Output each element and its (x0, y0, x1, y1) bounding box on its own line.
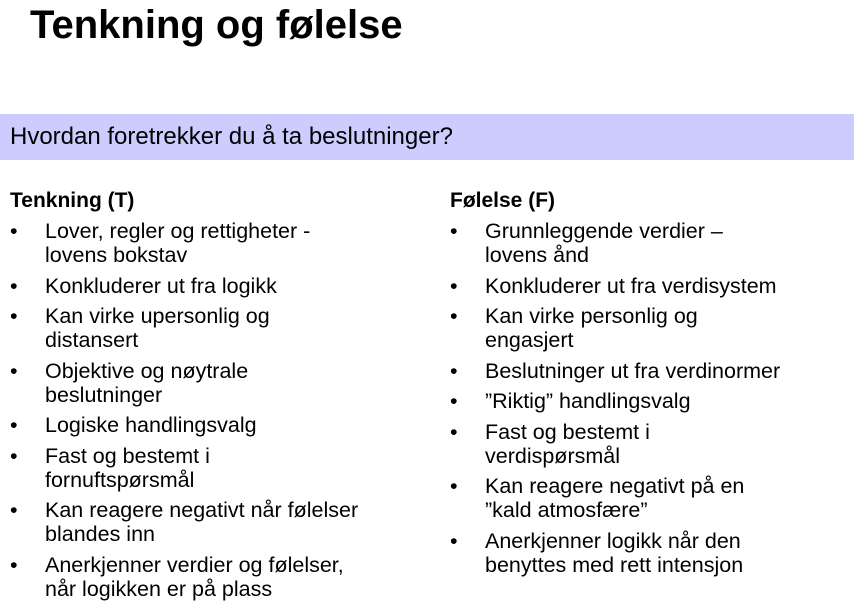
list-item (10, 274, 430, 298)
bullet-icon: • (10, 498, 18, 522)
list-item-text: Beslutninger ut fra verdinormer (485, 358, 781, 383)
question-banner (0, 114, 854, 160)
bullet-icon: • (450, 528, 458, 553)
list-item-text: Fast og bestemt i verdispørsmål (485, 419, 650, 468)
bullet-icon: • (10, 443, 18, 468)
thinking-list (10, 219, 430, 601)
list-item (450, 359, 850, 383)
bullet-icon: • (10, 552, 18, 577)
list-item-text: Logiske handlingsvalg (45, 413, 257, 437)
list-item (10, 219, 430, 267)
feeling-column (450, 189, 850, 577)
list-item-text: Lover, regler og rettigheter - lovens bokstav (45, 219, 311, 267)
list-item (450, 389, 850, 413)
bullet-icon: • (450, 389, 458, 413)
list-item-text: Kan reagere negativt på en ”kald atmosfære” (485, 474, 745, 522)
bullet-icon: • (10, 219, 18, 243)
list-item (10, 359, 430, 407)
bullet-icon: • (450, 304, 458, 328)
bullet-icon: • (450, 474, 458, 498)
list-item-text: Konkluderer ut fra logikk (45, 273, 277, 298)
list-item (10, 413, 430, 437)
list-item (450, 304, 850, 352)
bullet-icon: • (450, 358, 458, 383)
list-item-text: Kan virke personlig og engasjert (485, 304, 698, 352)
list-item (450, 219, 850, 267)
feeling-heading: Følelse (F) (450, 189, 556, 212)
bullet-icon: • (10, 304, 18, 328)
list-item (450, 274, 850, 298)
list-item-text: Anerkjenner verdier og følelser, når logikken er på plass (45, 552, 344, 601)
list-item-text: Objektive og nøytrale beslutninger (45, 358, 249, 407)
list-item-text: Konkluderer ut fra verdisystem (485, 273, 777, 298)
bullet-icon: • (10, 413, 18, 437)
list-item (10, 304, 430, 352)
list-item-text: Anerkjenner logikk når den benyttes med rett intensjon (485, 528, 744, 577)
bullet-icon: • (450, 219, 458, 243)
bullet-icon: • (450, 273, 458, 298)
list-item (450, 420, 850, 468)
slide-title: Tenkning og følelse (30, 3, 403, 47)
list-item (10, 553, 430, 601)
list-item-text: ”Riktig” handlingsvalg (485, 389, 691, 413)
bullet-icon: • (10, 358, 18, 383)
thinking-column (10, 189, 430, 601)
list-item-text: Kan virke upersonlig og distansert (45, 304, 270, 352)
bullet-icon: • (450, 419, 458, 444)
list-item (450, 529, 850, 577)
feeling-list (450, 219, 850, 577)
list-item (10, 498, 430, 546)
list-item-text: Kan reagere negativt når følelser blandes inn (45, 498, 359, 546)
list-item-text: Grunnleggende verdier – lovens ånd (485, 219, 723, 267)
thinking-heading: Tenkning (T) (10, 189, 135, 212)
list-item (450, 474, 850, 522)
list-item (10, 444, 430, 492)
list-item-text: Fast og bestemt i fornuftspørsmål (45, 443, 210, 492)
question-text: Hvordan foretrekker du å ta beslutninger? (10, 123, 453, 150)
bullet-icon: • (10, 273, 18, 298)
